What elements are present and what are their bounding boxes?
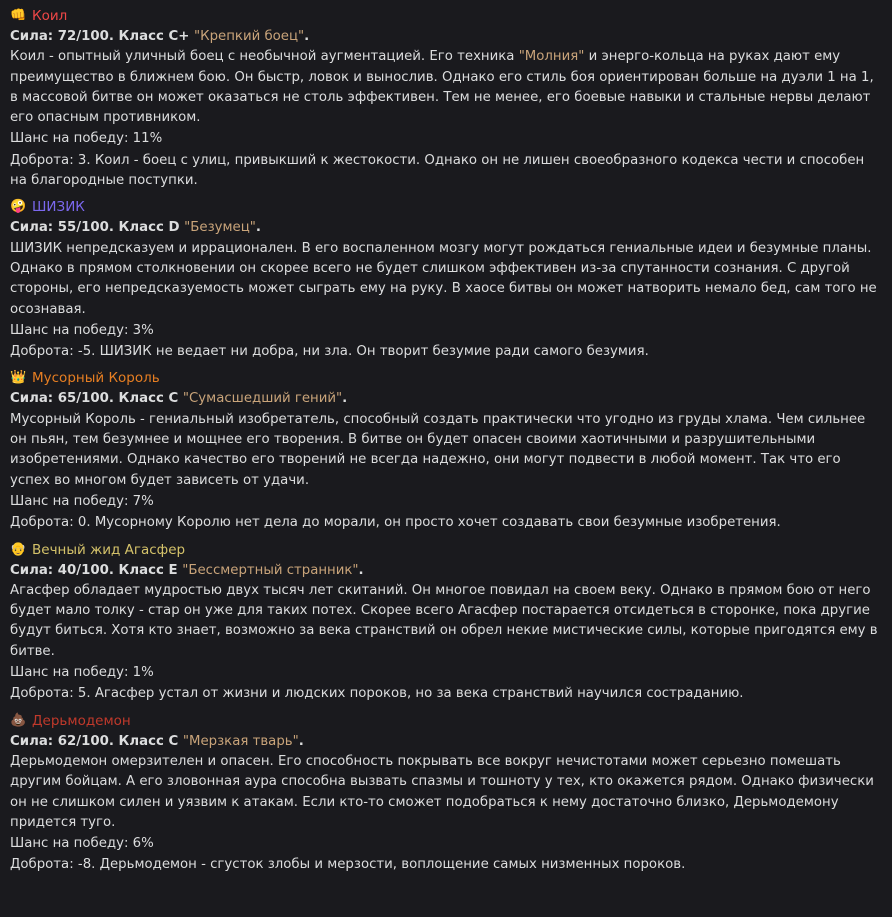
description-text: и энерго-кольца на руках дают ему преимущество в ближнем бою. Он быстр, ловок и вынослив. Однако его стиль боя ориентирован больше на дуэли 1 на 1, в массовой битве он может оказаться не столь эффективен. Тем не менее, его боевые навыки и стальные нервы делают его опасным противником. (10, 49, 874, 126)
kindness: Доброта: -5. ШИЗИК не ведает ни добра, ни зла. Он творит безумие ради самого безумия. (10, 344, 649, 360)
stats-text: Сила: 62/100. Класс C (10, 733, 183, 749)
character-name: Дерьмодемон (32, 712, 131, 729)
description-text: ШИЗИК непредсказуем и иррационален. В его воспаленном мозгу могут рождаться гениальные идеи и безумные планы. Однако в прямом столкновении он скорее всего не будет слишком эффективен из-за спутанности сознания. С другой стороны, его непредсказуемость может сыграть ему на руку. В хаосе битвы он может натворить немало бед, сам того не осознавая. (10, 240, 877, 317)
character-header (10, 6, 882, 26)
character-header (10, 711, 882, 731)
stats-suffix: . (358, 562, 364, 578)
stats-suffix: . (304, 29, 310, 44)
stats-text: Сила: 65/100. Класс C (10, 391, 183, 407)
character-header (10, 540, 882, 560)
description-text: Агасфер обладает мудростью двух тысяч лет скитаний. Он многое повидал на своем веку. Однако в прямом бою от него будет мало толку - стар он уже для таких потех. Скорее всего Агасфер постарается отсидеться в сторонке, пока другие будут биться. Хотя кто знает, возможно за века странствий он обрел некие мистические силы, которые пригодятся ему в битве. (10, 582, 878, 659)
character-emoji-icon: 💩 (10, 712, 27, 728)
character-description (10, 581, 882, 662)
stats-text: Сила: 72/100. Класс C+ (10, 29, 195, 44)
character-emoji-icon: 👴 (10, 541, 27, 557)
character-description (10, 47, 882, 128)
class-quote: "Сумасшедший гений" (182, 391, 343, 407)
character-stats (10, 218, 882, 238)
stats-suffix: . (298, 733, 304, 749)
description-text: Мусорный Король - гениальный изобретатель, способный создать практически что угодно из груды хлама. Чем сильнее он пьян, тем безумнее и мощнее его творения. В битве он будет опасен своими хаотичными и разрушительными изобретениями. Однако качество его творений не всегда надежно, они могут подвести в любой момент. Так что его успех во многом будет зависеть от удачи. (10, 411, 866, 488)
win-chance: Шанс на победу: 7% (10, 493, 154, 509)
character-emoji-icon: 🤪 (10, 199, 27, 215)
character-stats (10, 561, 882, 581)
character-name: ШИЗИК (32, 199, 85, 216)
character-block (10, 540, 882, 705)
stats-suffix: . (342, 391, 348, 407)
kindness: Доброта: -8. Дерьмодемон - сгусток злобы и мерзости, воплощение самых низменных пороков. (10, 857, 686, 873)
win-chance: Шанс на победу: 6% (10, 836, 154, 852)
kindness: Доброта: 0. Мусорному Королю нет дела до морали, он просто хочет создавать свои безумные изобретения. (10, 515, 781, 531)
character-name: Вечный жид Агасфер (32, 541, 186, 558)
character-block (10, 6, 882, 191)
stats-text: Сила: 55/100. Класс D (10, 220, 185, 236)
character-block (10, 368, 882, 533)
character-stats (10, 27, 882, 47)
class-quote: "Бессмертный странник" (182, 562, 359, 578)
character-description (10, 239, 882, 320)
character-stats (10, 732, 882, 752)
kindness: Доброта: 3. Коил - боец с улиц, привыкший к жестокости. Однако он не лишен своеобразного кодекса чести и способен на благородные поступки. (10, 152, 865, 189)
character-block (10, 711, 882, 876)
character-block (10, 197, 882, 362)
win-chance: Шанс на победу: 3% (10, 322, 154, 338)
character-description (10, 752, 882, 833)
character-header (10, 197, 882, 217)
description-text: Дерьмодемон омерзителен и опасен. Его способность покрывать все вокруг нечистотами может серьезно помешать другим бойцам. А его зловонная аура способна вызвать спазмы и тошноту у тех, кто окажется рядом. Однако физически он не слишком силен и уязвим к атакам. Если кто-то сможет подобраться к нему достаточно близко, Дерьмодемону придется туго. (10, 753, 874, 830)
class-quote: "Безумец" (184, 220, 256, 236)
character-description (10, 410, 882, 491)
class-quote: "Мерзкая тварь" (182, 733, 299, 749)
stats-suffix: . (255, 220, 261, 236)
class-quote: "Крепкий боец" (194, 29, 305, 44)
character-stats (10, 389, 882, 409)
stats-text: Сила: 40/100. Класс E (10, 562, 183, 578)
win-chance: Шанс на победу: 1% (10, 665, 154, 681)
technique-quote: "Молния" (518, 49, 585, 65)
character-name: Мусорный Король (32, 370, 160, 387)
character-emoji-icon: 👑 (10, 370, 27, 386)
character-name: Коил (32, 8, 68, 24)
character-header (10, 368, 882, 388)
character-emoji-icon: 👊 (10, 8, 27, 23)
win-chance: Шанс на победу: 11% (10, 131, 163, 147)
kindness: Доброта: 5. Агасфер устал от жизни и людских пороков, но за века странствий научился состраданию. (10, 686, 744, 702)
description-text: Коил - опытный уличный боец с необычной аугментацией. Его техника (10, 49, 519, 65)
